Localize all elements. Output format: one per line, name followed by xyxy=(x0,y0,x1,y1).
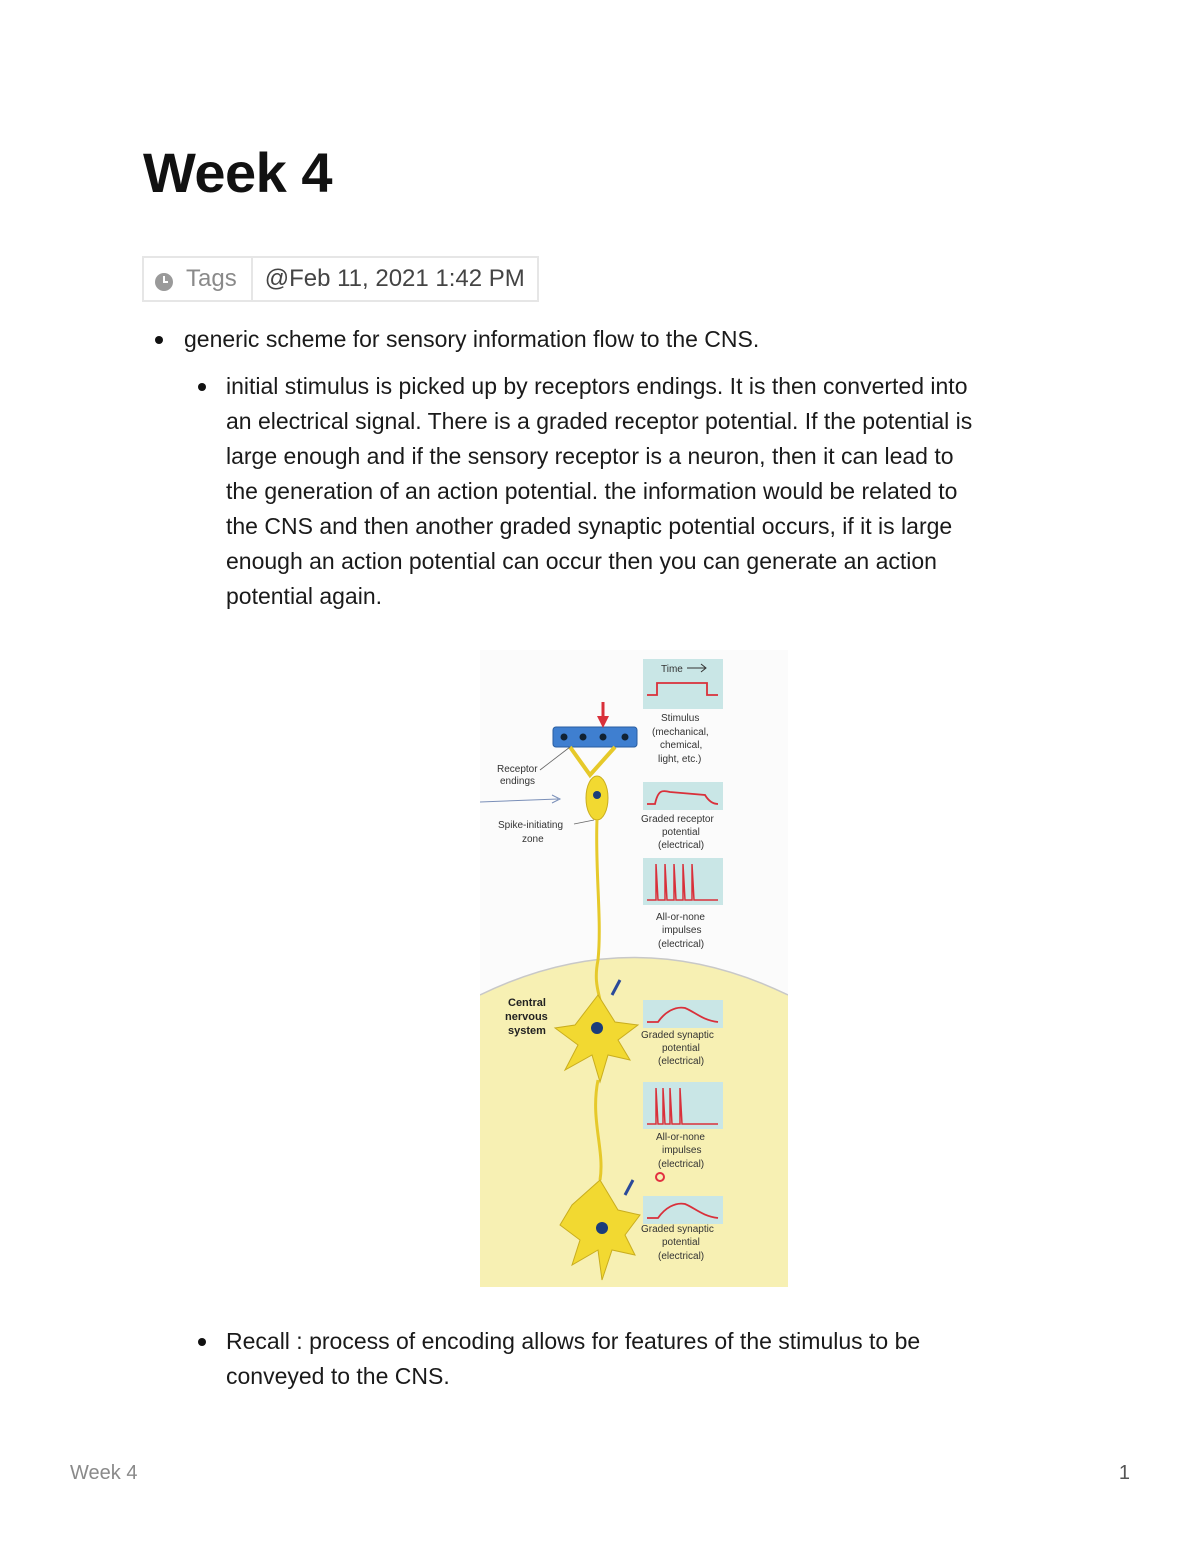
all-or-none-label-2: All-or-none xyxy=(656,1132,705,1143)
all-or-none-label-1: impulses xyxy=(662,925,702,936)
bullet-3-line: conveyed to the CNS. xyxy=(226,1363,450,1389)
footer-doc-name: Week 4 xyxy=(70,1462,138,1484)
stimulus-label: (mechanical, xyxy=(652,727,709,738)
page-number: 1 xyxy=(1118,1462,1130,1484)
graded-receptor-label: (electrical) xyxy=(658,840,705,851)
bullet-item-2 xyxy=(226,369,972,614)
graded-synaptic-label-2: potential xyxy=(662,1237,700,1248)
graded-synaptic-label-2: (electrical) xyxy=(658,1251,705,1262)
graded-receptor-label: Graded receptor xyxy=(641,814,714,825)
graded-synaptic-label-2: Graded synaptic xyxy=(641,1224,714,1235)
bullet-2-line: initial stimulus is picked up by receptors endings. It is then converted into xyxy=(226,373,968,399)
stimulus-label: light, etc.) xyxy=(658,754,702,765)
cns-label: Central xyxy=(508,997,546,1009)
stimulus-label: chemical, xyxy=(660,740,703,751)
receptor-endings-label: endings xyxy=(500,776,536,787)
page-title: Week 4 xyxy=(143,141,332,204)
all-or-none-label-2: (electrical) xyxy=(658,1159,705,1170)
bullet-2-line: the CNS and then another graded synaptic potential occurs, if it is large xyxy=(226,513,953,539)
bullet-2-line: an electrical signal. There is a graded receptor potential. If the potential is xyxy=(226,408,973,434)
cns-label: system xyxy=(508,1025,546,1037)
bullet-2-line: enough an action potential can occur then you can generate an action xyxy=(226,548,937,574)
graded-synaptic-panel-1 xyxy=(643,1000,723,1028)
tags-property[interactable] xyxy=(144,258,253,300)
graded-receptor-panel xyxy=(643,782,723,810)
properties-row xyxy=(142,256,539,302)
graded-synaptic-label-1: (electrical) xyxy=(658,1056,705,1067)
all-or-none-label-1: (electrical) xyxy=(658,939,705,950)
graded-synaptic-panel-2 xyxy=(643,1196,723,1224)
stimulus-panel xyxy=(643,659,723,709)
time-label: Time xyxy=(661,664,683,675)
bullet-dot xyxy=(198,1338,206,1346)
cns-label: nervous xyxy=(505,1011,548,1023)
graded-receptor-label: potential xyxy=(662,827,700,838)
all-or-none-panel-2 xyxy=(643,1082,723,1129)
bullet-2-line: the generation of an action potential. the information would be related to xyxy=(226,478,958,504)
bullet-dot xyxy=(198,383,206,391)
receptor-endings-label: Receptor xyxy=(497,764,538,775)
all-or-none-label-2: impulses xyxy=(662,1145,702,1156)
tags-label: Tags xyxy=(186,265,237,292)
spike-zone-label: zone xyxy=(522,834,544,845)
timestamp-value[interactable]: @Feb 11, 2021 1:42 PM xyxy=(264,265,525,292)
graded-synaptic-label-1: Graded synaptic xyxy=(641,1030,714,1041)
bullet-2-line: large enough and if the sensory receptor is a neuron, then it can lead to xyxy=(226,443,954,469)
clock-icon xyxy=(154,272,174,292)
sensory-flow-figure xyxy=(480,650,788,1287)
bullet-item-3 xyxy=(226,1324,920,1394)
all-or-none-label-1: All-or-none xyxy=(656,912,705,923)
bullet-2-line: potential again. xyxy=(226,583,383,609)
spike-zone-label: Spike-initiating xyxy=(498,820,564,831)
bullet-item-1: generic scheme for sensory information flow to the CNS. xyxy=(184,326,760,352)
stimulus-label: Stimulus xyxy=(661,713,700,724)
bullet-3-line: Recall : process of encoding allows for features of the stimulus to be xyxy=(226,1328,921,1354)
bullet-dot xyxy=(155,336,163,344)
graded-synaptic-label-1: potential xyxy=(662,1043,700,1054)
